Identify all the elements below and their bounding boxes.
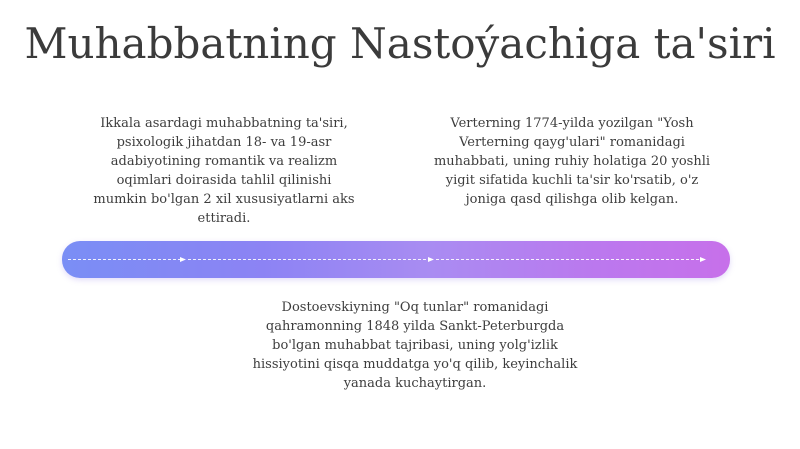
arrow-head-3-icon — [700, 257, 706, 262]
text-block-left: Ikkala asardagi muhabbatning ta'siri, psixologik jihatdan 18- va 19-asr adabiyotining romantik va realizm oqimlari doirasida tahlil qilinishi mumkin bo'lgan 2 xil xususiyatlarni aks ettiradi. — [93, 116, 355, 226]
arrow-head-1-icon — [180, 257, 186, 262]
text-block-right: Verterning 1774-yilda yozilgan "Yosh Verterning qayg'ulari" romanidagi muhabbati, uning ruhiy holatiga 20 yoshli yigit sifatida kuchli ta'sir ko'rsatib, o'z joniga qasd qilishga olib kelgan. — [433, 116, 711, 207]
text-block-bottom: Dostoevskiyning "Oq tunlar" romanidagi qahramonning 1848 yilda Sankt-Peterburgda bo'lgan muhabbat tajribasi, uning yolg'izlik hissiyotini qisqa muddatga yo'q qilib, keyinchalik yanada kuchaytirgan. — [252, 300, 578, 391]
arrow-head-2-icon — [428, 257, 434, 262]
slide-title: Muhabbatning Nastoýachiga ta'siri — [24, 19, 776, 68]
timeline-arrow-line — [62, 241, 730, 278]
timeline-bar — [62, 241, 730, 278]
